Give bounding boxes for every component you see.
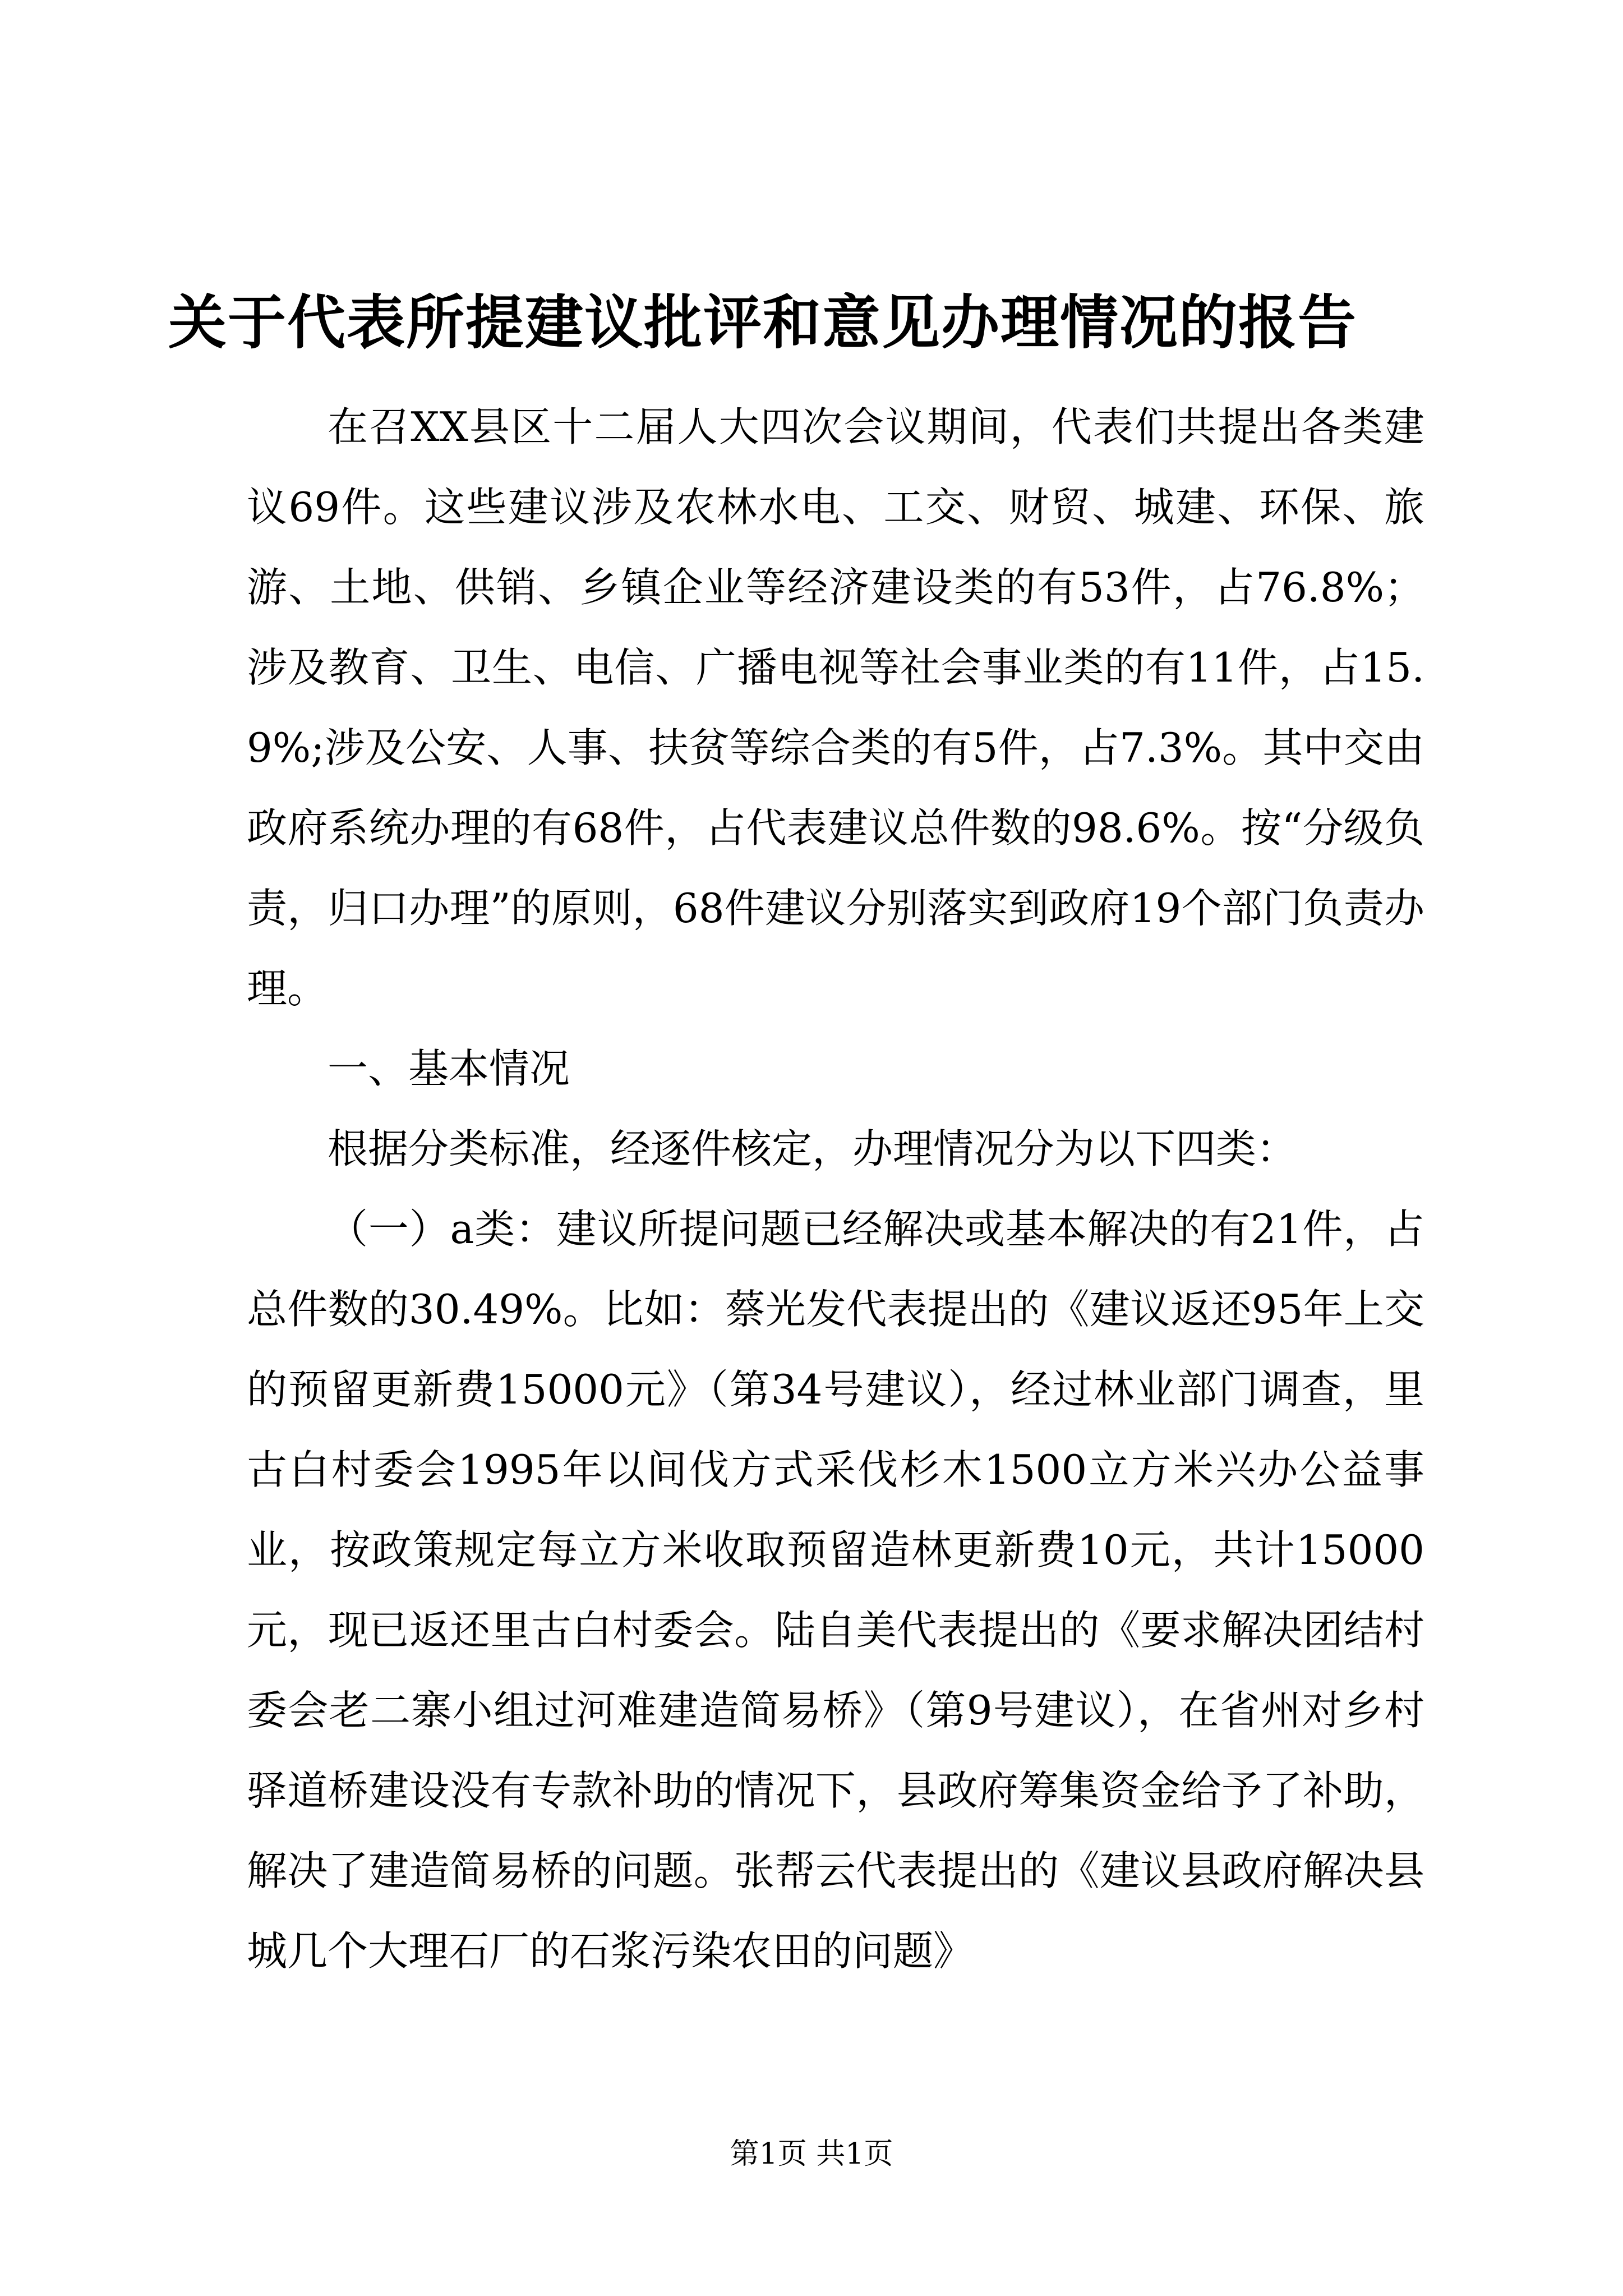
- page-footer: 第1页 共1页: [730, 2137, 893, 2171]
- document-title: 关于代表所提建议批评和意见办理情况的报告: [168, 288, 1358, 357]
- document-body: [247, 387, 1424, 1991]
- paragraph-intro: 在召XX县区十二届人大四次会议期间，代表们共提出各类建议69件。这些建议涉及农林水电、工交、财贸、城建、环保、旅游、土地、供销、乡镇企业等经济建设类的有53件，占76.8%；涉及教育、卫生、电信、广播电视等社会事业类的有11件，占15.9%;涉及公安、人事、扶贫等综合类的有5件，占7.3%。其中交由政府系统办理的有68件，占代表建议总件数的98.6%。按“分级负责，归口办理”的原则，68件建议分别落实到政府19个部门负责办理。: [247, 403, 1424, 1012]
- section-heading-basic-situation: 一、基本情况: [328, 1045, 570, 1092]
- paragraph-classification: 根据分类标准，经逐件核定，办理情况分为以下四类：: [328, 1125, 1297, 1172]
- paragraph-category-a: （一）a类：建议所提问题已经解决或基本解决的有21件，占总件数的30.49%。比如：蔡光发代表提出的《建议返还95年上交的预留更新费15000元》（第34号建议），经过林业部门调查，里古白村委会1995年以间伐方式采伐杉木1500立方米兴办公益事业，按政策规定每立方米收取预留造林更新费10元，共计15000元，现已返还里古白村委会。陆自美代表提出的《要求解决团结村委会老二寨小组过河难建造简易桥》（第9号建议），在省州对乡村驿道桥建设没有专款补助的情况下，县政府筹集资金给予了补助，解决了建造简易桥的问题。张帮云代表提出的《建议县政府解决县城几个大理石厂的石浆污染农田的问题》: [247, 1205, 1424, 1975]
